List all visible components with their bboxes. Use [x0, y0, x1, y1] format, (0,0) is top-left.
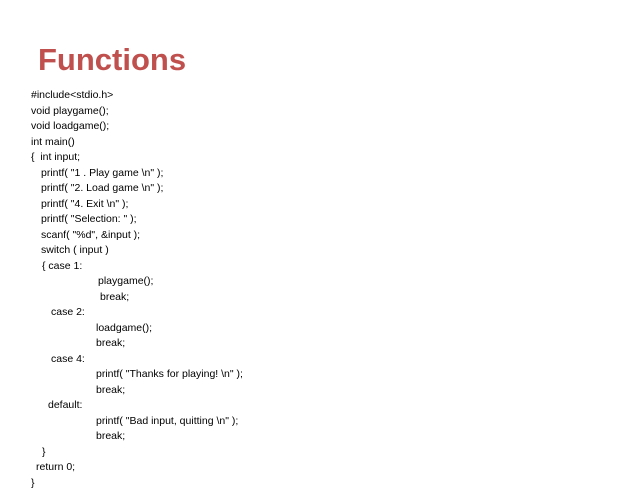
code-line: playgame();	[31, 274, 243, 290]
code-line: { case 1:	[31, 259, 243, 275]
code-line: break;	[31, 429, 243, 445]
code-line: }	[31, 476, 243, 491]
code-line: break;	[31, 290, 243, 306]
code-line: { int input;	[31, 150, 243, 166]
code-line: switch ( input )	[31, 243, 243, 259]
code-line: case 4:	[31, 352, 243, 368]
code-line: break;	[31, 336, 243, 352]
code-line: printf( "Selection: " );	[31, 212, 243, 228]
code-line: int main()	[31, 135, 243, 151]
code-block	[31, 88, 243, 491]
code-line: #include<stdio.h>	[31, 88, 243, 104]
code-line: printf( "Thanks for playing! \n" );	[31, 367, 243, 383]
code-line: break;	[31, 383, 243, 399]
slide-title: Functions	[38, 38, 186, 82]
code-line: printf( "Bad input, quitting \n" );	[31, 414, 243, 430]
code-line: printf( "4. Exit \n" );	[31, 197, 243, 213]
code-line: return 0;	[31, 460, 243, 476]
code-line: printf( "2. Load game \n" );	[31, 181, 243, 197]
code-line: void loadgame();	[31, 119, 243, 135]
code-line: void playgame();	[31, 104, 243, 120]
code-line: case 2:	[31, 305, 243, 321]
code-line: loadgame();	[31, 321, 243, 337]
code-line: default:	[31, 398, 243, 414]
code-line: }	[31, 445, 243, 461]
code-line: printf( "1 . Play game \n" );	[31, 166, 243, 182]
code-line: scanf( "%d", &input );	[31, 228, 243, 244]
